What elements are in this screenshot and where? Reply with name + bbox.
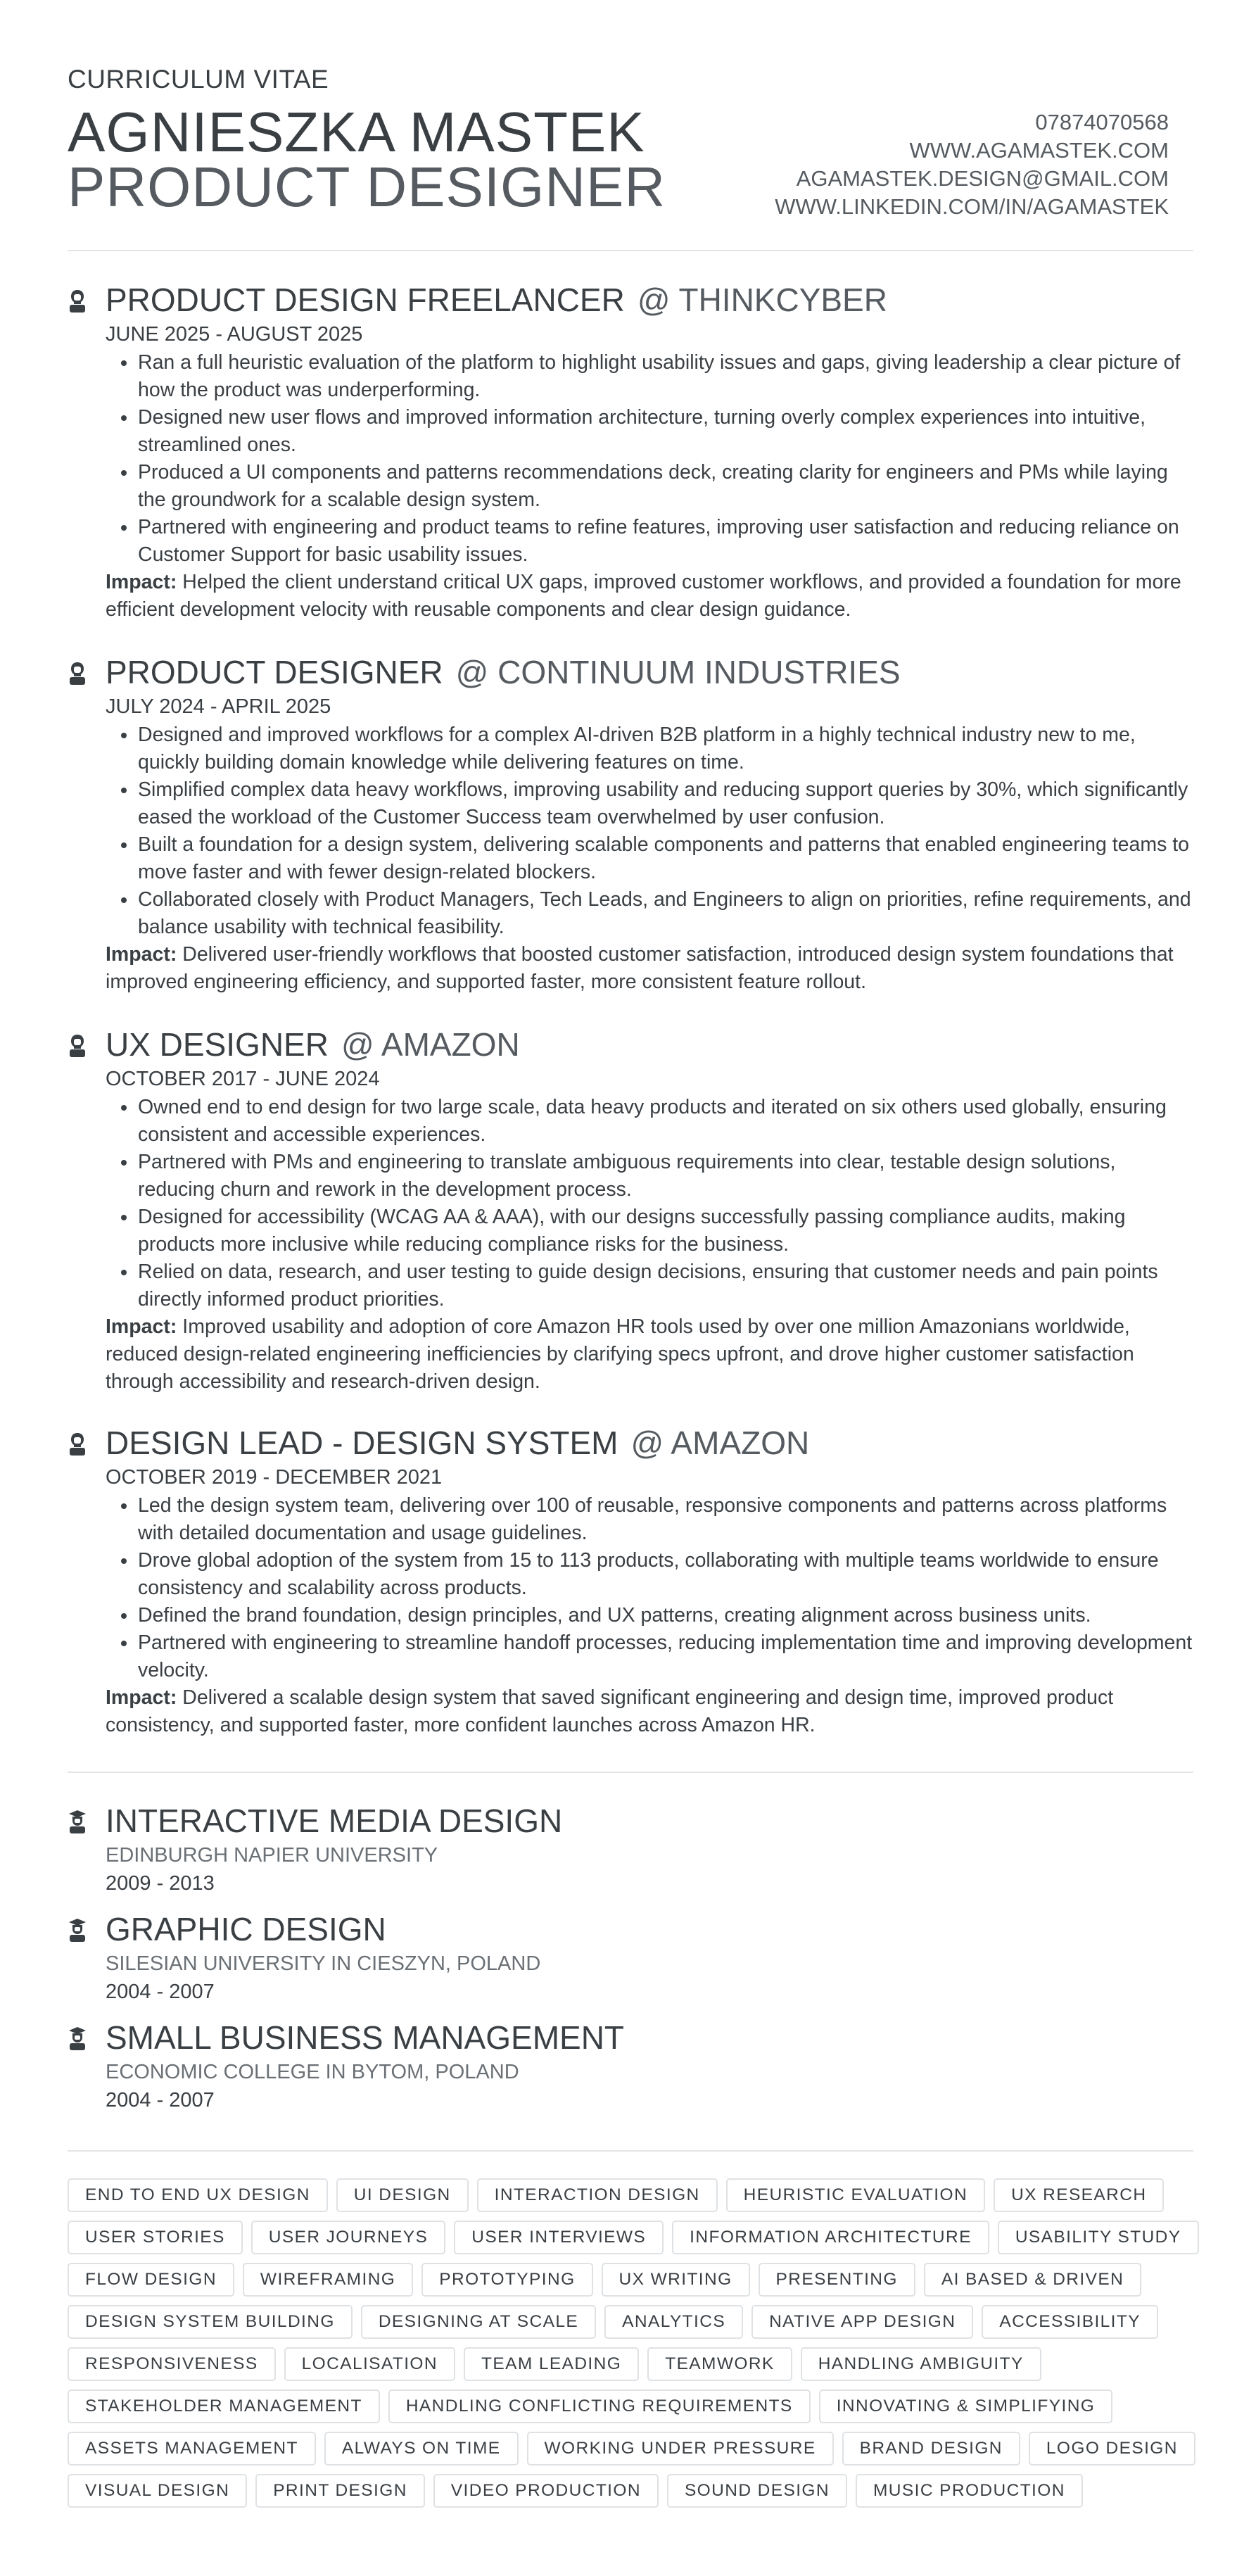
divider: [68, 1772, 1193, 1773]
experience-entry: [68, 279, 1193, 624]
job-company: @ AMAZON: [630, 1425, 810, 1461]
job-bullet: Partnered with engineering and product teams to refine features, improving user satisfaction and reducing reliance on Customer Support for basic usability issues.: [106, 514, 1193, 569]
job-bullet: Owned end to end design for two large scale, data heavy products and iterated on six others used globally, ensuring consistent and accessible experiences.: [106, 1094, 1193, 1149]
graduate-icon: [68, 1809, 87, 1834]
job-title-line: [106, 279, 887, 321]
experience-heading: [68, 651, 1193, 693]
impact-text: Delivered a scalable design system that saved significant engineering and design time, improved product consistency, and supported faster, more confident launches across Amazon HR.: [106, 1686, 1114, 1736]
job-dates: JUNE 2025 - AUGUST 2025: [106, 323, 363, 346]
skill-tag: LOGO DESIGN: [1029, 2432, 1195, 2465]
job-bullet: Built a foundation for a design system, delivering scalable components and patterns that enabled engineering teams to move faster and with fewer design-related blockers.: [106, 831, 1193, 886]
edu-school: SILESIAN UNIVERSITY IN CIESZYN, POLAND: [106, 1952, 541, 1975]
skill-tag: PROTOTYPING: [421, 2263, 592, 2297]
skills-row: [68, 2347, 1207, 2389]
experience-entry: [68, 651, 1193, 996]
edu-school: EDINBURGH NAPIER UNIVERSITY: [106, 1844, 438, 1867]
worker-icon: [68, 1033, 87, 1059]
job-title-line: [106, 651, 901, 693]
contact-block: [775, 108, 1169, 221]
job-impact: [106, 941, 1196, 996]
job-bullets: [106, 1492, 1193, 1684]
job-bullet: Designed new user flows and improved information architecture, turning overly complex experiences into intuitive, streamlined ones.: [106, 404, 1193, 459]
skill-tag: WIREFRAMING: [243, 2263, 413, 2297]
divider: [68, 2150, 1193, 2152]
skill-tag: VISUAL DESIGN: [68, 2474, 247, 2508]
skill-tag: WORKING UNDER PRESSURE: [527, 2432, 834, 2465]
education-entry: [68, 2017, 1193, 2114]
job-dates: JULY 2024 - APRIL 2025: [106, 695, 331, 718]
skill-tag: NATIVE APP DESIGN: [751, 2305, 973, 2339]
cv-label: CURRICULUM VITAE: [68, 65, 329, 94]
job-bullet: Produced a UI components and patterns recommendations deck, creating clarity for engineers and PMs while laying the groundwork for a scalable design system.: [106, 459, 1193, 514]
job-company: @ CONTINUUM INDUSTRIES: [455, 654, 901, 690]
impact-text: Delivered user-friendly workflows that boosted customer satisfaction, introduced design system foundations that improved engineering efficiency, and supported faster, more consistent feature rollout.: [106, 943, 1174, 993]
edu-degree: GRAPHIC DESIGN: [106, 1911, 386, 1947]
skills-row: [68, 2263, 1207, 2305]
worker-icon: [68, 661, 87, 686]
edu-degree: INTERACTIVE MEDIA DESIGN: [106, 1802, 563, 1839]
divider: [68, 250, 1193, 251]
job-bullet: Partnered with PMs and engineering to translate ambiguous requirements into clear, testable design solutions, reducing churn and rework in the development process.: [106, 1149, 1193, 1204]
job-company: @ AMAZON: [341, 1026, 520, 1063]
job-impact: [106, 1684, 1196, 1739]
edu-years: 2004 - 2007: [106, 2089, 215, 2111]
job-bullets: [106, 721, 1193, 941]
experience-heading: [68, 279, 1193, 321]
job-title: PRODUCT DESIGNER: [106, 654, 443, 690]
impact-label: Impact:: [106, 571, 177, 593]
job-bullet: Defined the brand foundation, design principles, and UX patterns, creating alignment across business units.: [106, 1602, 1193, 1629]
skill-tag: BRAND DESIGN: [842, 2432, 1020, 2465]
job-bullet: Led the design system team, delivering over 100 of reusable, responsive components and patterns across platforms with detailed documentation and usage guidelines.: [106, 1492, 1193, 1547]
job-bullets: [106, 349, 1193, 569]
skill-tag: UI DESIGN: [336, 2178, 469, 2212]
job-title-line: [106, 1422, 809, 1464]
job-bullet: Ran a full heuristic evaluation of the platform to highlight usability issues and gaps, giving leadership a clear picture of how the product was underperforming.: [106, 349, 1193, 404]
job-title: PRODUCT DESIGN FREELANCER: [106, 282, 625, 318]
skill-tag: ACCESSIBILITY: [982, 2305, 1158, 2339]
job-bullet: Drove global adoption of the system from 15 to 113 products, collaborating with multiple teams worldwide to ensure consistency and scalability across products.: [106, 1547, 1193, 1602]
skill-tag: HANDLING AMBIGUITY: [801, 2347, 1041, 2381]
graduate-icon: [68, 1917, 87, 1943]
job-bullet: Simplified complex data heavy workflows, improving usability and reducing support queries by 30%, which significantly eased the workload of the Customer Success team overwhelmed by user confusion.: [106, 776, 1193, 831]
impact-label: Impact:: [106, 1686, 177, 1709]
experience-entry: [68, 1023, 1193, 1396]
edu-years: 2009 - 2013: [106, 1872, 215, 1895]
skills-row: [68, 2305, 1207, 2347]
impact-label: Impact:: [106, 943, 177, 966]
candidate-name: AGNIESZKA MASTEK: [68, 101, 645, 163]
experience-entry: [68, 1422, 1193, 1739]
job-bullets: [106, 1094, 1193, 1313]
edu-school: ECONOMIC COLLEGE IN BYTOM, POLAND: [106, 2061, 519, 2083]
impact-text: Improved usability and adoption of core Amazon HR tools used by over one million Amazonians worldwide, reduced design-related engineering inefficiencies by clarifying specs upfront, and drove higher customer satisfaction through accessibility and research-driven design.: [106, 1315, 1134, 1393]
job-title: UX DESIGNER: [106, 1026, 329, 1063]
contact-phone: 07874070568: [1035, 110, 1169, 134]
edu-degree: SMALL BUSINESS MANAGEMENT: [106, 2019, 625, 2056]
skills-row: [68, 2178, 1207, 2221]
education-entry: [68, 1800, 1193, 1898]
skills-row: [68, 2432, 1207, 2474]
skill-tag: FLOW DESIGN: [68, 2263, 234, 2297]
skill-tag: PRINT DESIGN: [255, 2474, 425, 2508]
skill-tag: END TO END UX DESIGN: [68, 2178, 328, 2212]
experience-heading: [68, 1023, 1193, 1066]
contact-website: WWW.AGAMASTEK.COM: [909, 138, 1169, 163]
skill-tag: STAKEHOLDER MANAGEMENT: [68, 2389, 380, 2423]
skill-tag: INNOVATING & SIMPLIFYING: [819, 2389, 1113, 2423]
skill-tag: ALWAYS ON TIME: [324, 2432, 519, 2465]
skill-tag: AI BASED & DRIVEN: [924, 2263, 1141, 2297]
contact-email: AGAMASTEK.DESIGN@GMAIL.COM: [796, 166, 1169, 191]
skill-tag: PRESENTING: [759, 2263, 915, 2297]
job-bullet: Relied on data, research, and user testing to guide design decisions, ensuring that customer needs and pain points directly informed product priorities.: [106, 1258, 1193, 1313]
graduate-icon: [68, 2026, 87, 2051]
skill-tag: VIDEO PRODUCTION: [433, 2474, 659, 2508]
skill-tag: USER JOURNEYS: [251, 2221, 446, 2254]
job-dates: OCTOBER 2017 - JUNE 2024: [106, 1068, 380, 1090]
skills-row: [68, 2389, 1207, 2432]
skill-tag: INTERACTION DESIGN: [477, 2178, 718, 2212]
skill-tag: UX WRITING: [602, 2263, 750, 2297]
job-impact: [106, 569, 1196, 624]
education-entry: [68, 1909, 1193, 2006]
skills-row: [68, 2221, 1207, 2263]
skills-tags: [68, 2178, 1207, 2516]
skill-tag: SOUND DESIGN: [667, 2474, 847, 2508]
impact-label: Impact:: [106, 1315, 177, 1338]
skills-row: [68, 2474, 1207, 2516]
skill-tag: ASSETS MANAGEMENT: [68, 2432, 316, 2465]
skill-tag: RESPONSIVENESS: [68, 2347, 276, 2381]
job-bullet: Collaborated closely with Product Managers, Tech Leads, and Engineers to align on priorities, refine requirements, and balance usability with technical feasibility.: [106, 886, 1193, 941]
skill-tag: USABILITY STUDY: [998, 2221, 1199, 2254]
skill-tag: HANDLING CONFLICTING REQUIREMENTS: [388, 2389, 811, 2423]
skill-tag: LOCALISATION: [284, 2347, 455, 2381]
job-title-line: [106, 1023, 520, 1066]
skill-tag: UX RESEARCH: [994, 2178, 1164, 2212]
skill-tag: USER INTERVIEWS: [454, 2221, 664, 2254]
edu-years: 2004 - 2007: [106, 1981, 215, 2003]
skill-tag: USER STORIES: [68, 2221, 243, 2254]
skill-tag: DESIGNING AT SCALE: [361, 2305, 596, 2339]
job-title: DESIGN LEAD - DESIGN SYSTEM: [106, 1425, 619, 1461]
skill-tag: DESIGN SYSTEM BUILDING: [68, 2305, 353, 2339]
impact-text: Helped the client understand critical UX gaps, improved customer workflows, and provided a foundation for more efficient development velocity with reusable components and clear design guidance.: [106, 571, 1181, 621]
contact-linkedin: WWW.LINKEDIN.COM/IN/AGAMASTEK: [775, 194, 1169, 219]
worker-icon: [68, 289, 87, 314]
job-bullet: Designed and improved workflows for a complex AI-driven B2B platform in a highly technical industry new to me, quickly building domain knowledge while delivering features on time.: [106, 721, 1193, 776]
skill-tag: MUSIC PRODUCTION: [856, 2474, 1083, 2508]
candidate-role: PRODUCT DESIGNER: [68, 156, 666, 218]
job-dates: OCTOBER 2019 - DECEMBER 2021: [106, 1466, 443, 1489]
skill-tag: INFORMATION ARCHITECTURE: [672, 2221, 989, 2254]
skill-tag: HEURISTIC EVALUATION: [726, 2178, 985, 2212]
worker-icon: [68, 1432, 87, 1457]
job-bullet: Designed for accessibility (WCAG AA & AAA), with our designs successfully passing compliance audits, making products more inclusive while reducing compliance risks for the business.: [106, 1204, 1193, 1258]
experience-heading: [68, 1422, 1193, 1464]
skill-tag: ANALYTICS: [604, 2305, 743, 2339]
skill-tag: TEAMWORK: [647, 2347, 792, 2381]
skill-tag: TEAM LEADING: [464, 2347, 639, 2381]
job-impact: [106, 1313, 1196, 1396]
job-bullet: Partnered with engineering to streamline handoff processes, reducing implementation time and improving development velocity.: [106, 1629, 1193, 1684]
job-company: @ THINKCYBER: [637, 282, 887, 318]
